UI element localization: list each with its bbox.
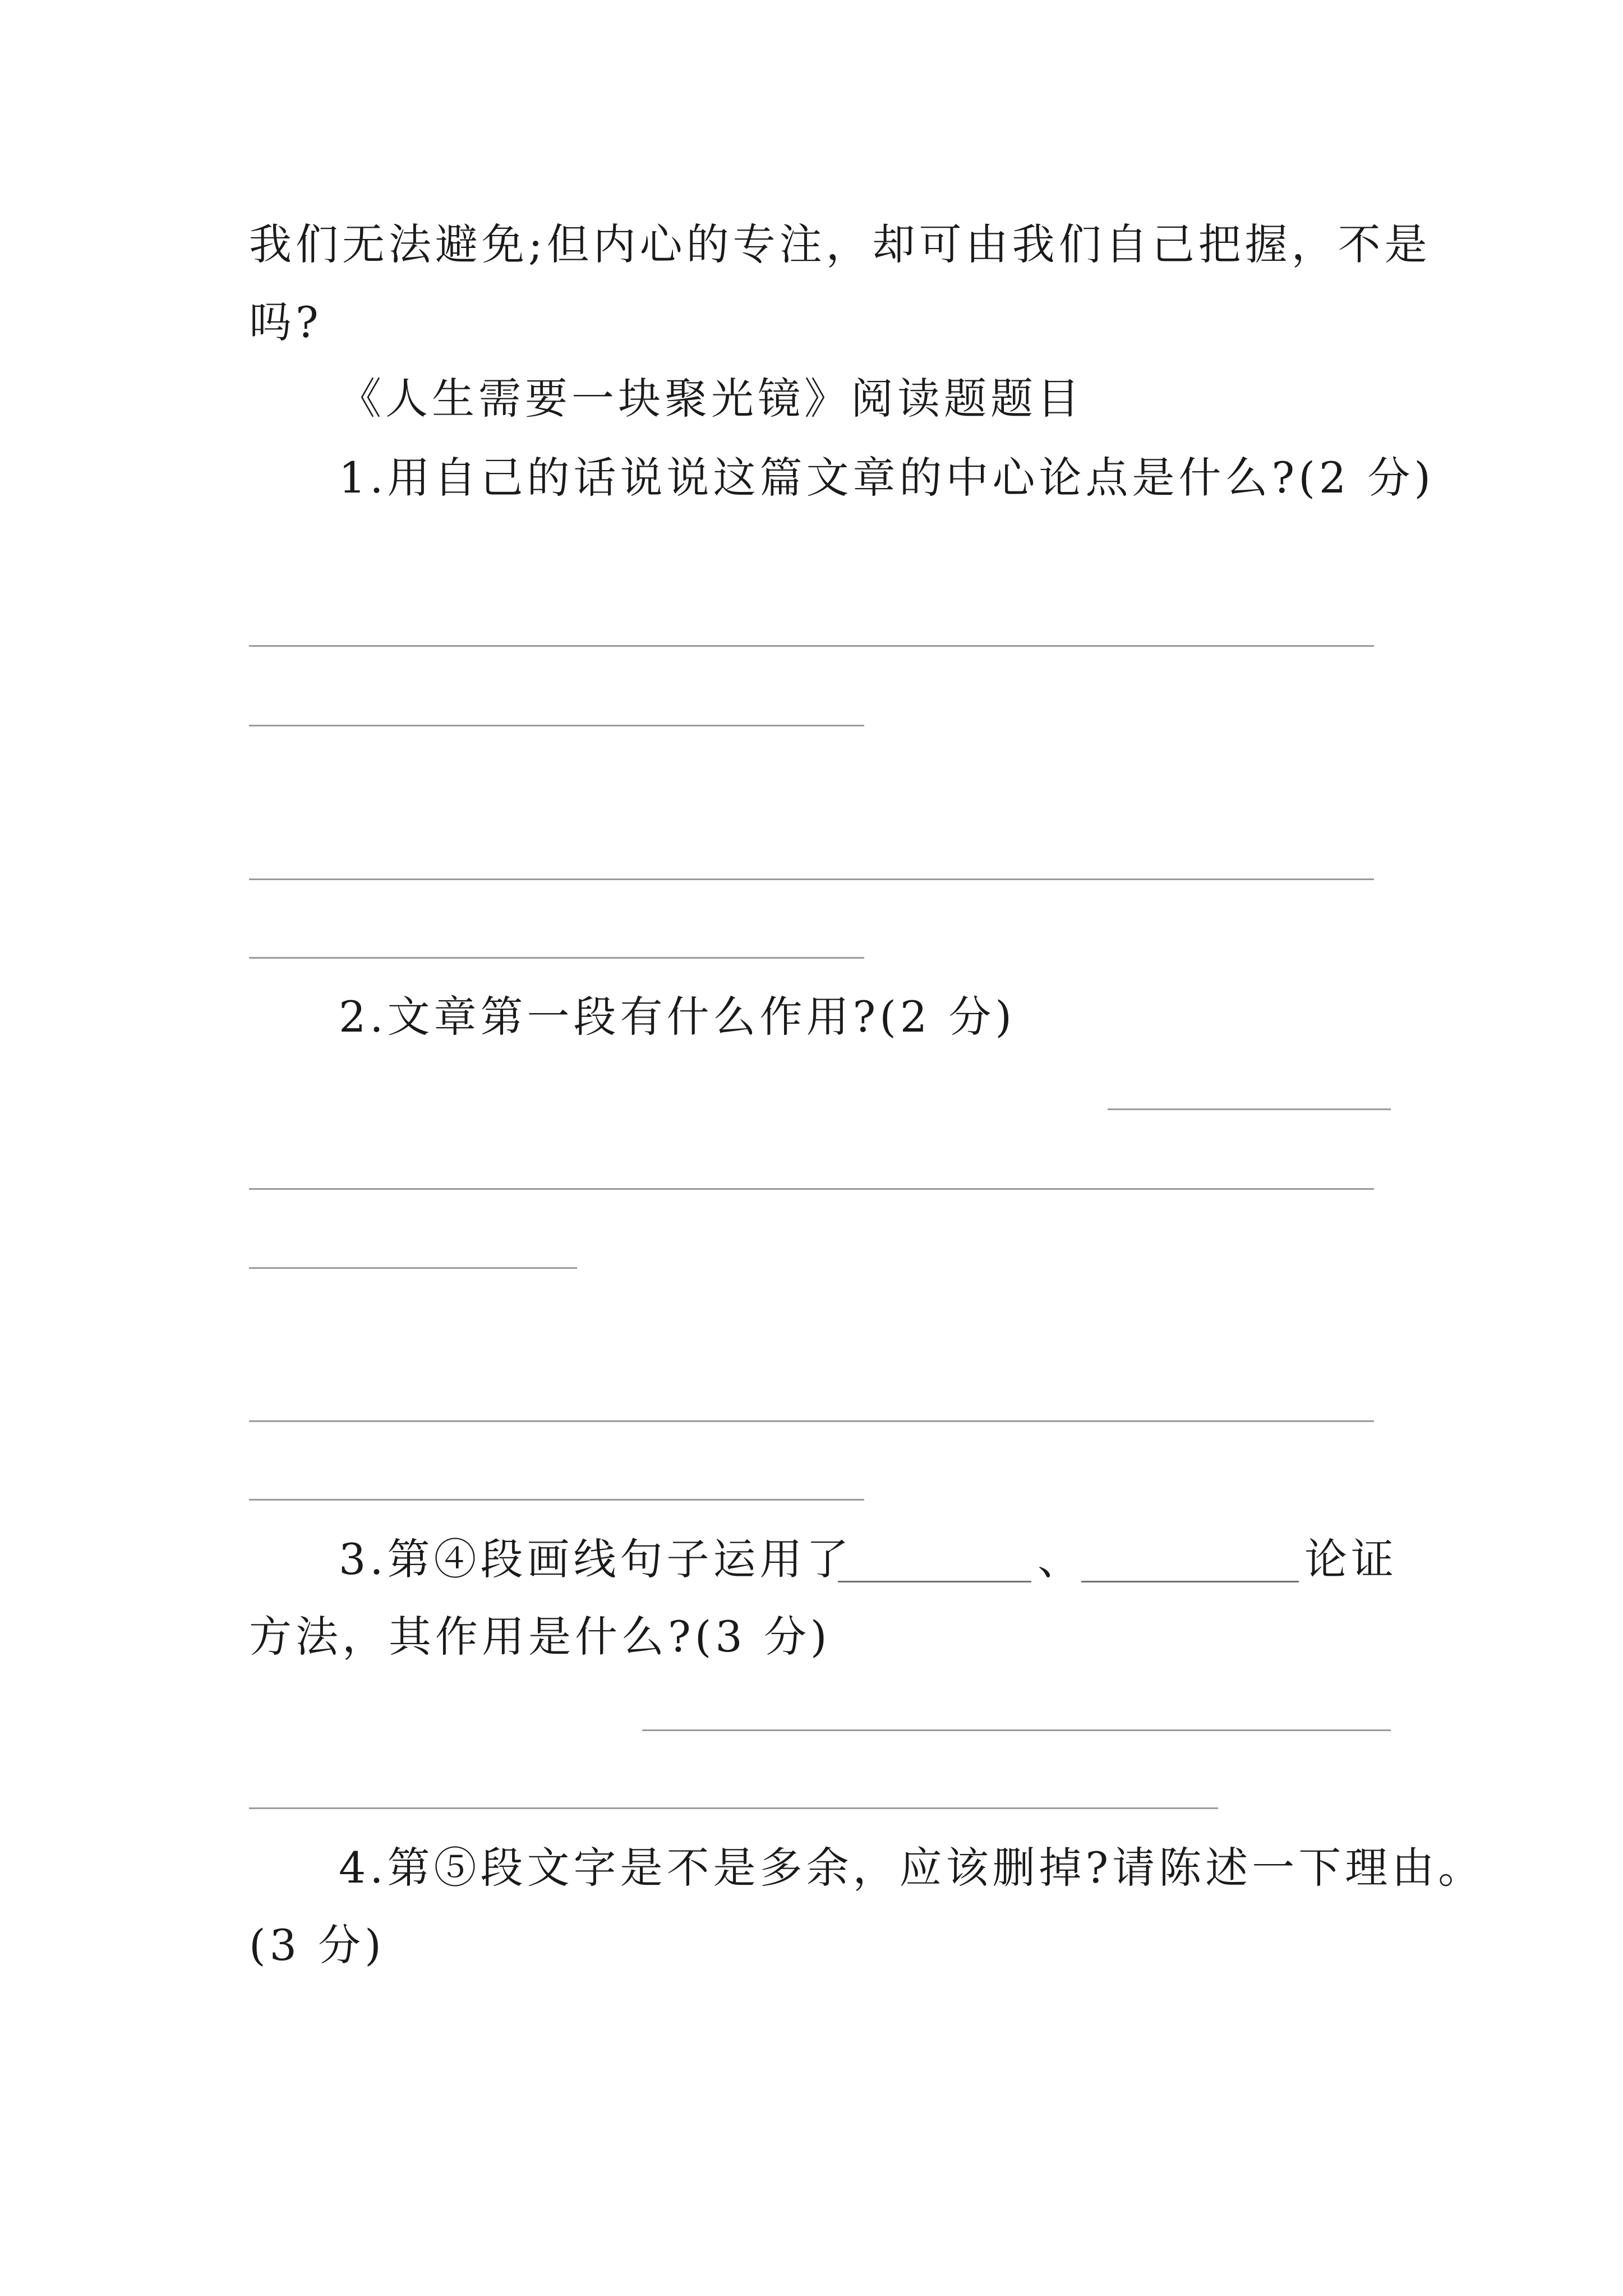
answer-line bbox=[249, 1188, 1374, 1190]
answer-line bbox=[249, 1807, 1218, 1809]
question-4-line1: 4.第⑤段文字是不是多余，应该删掉?请陈述一下理由。 bbox=[339, 1843, 1485, 1893]
answer-line bbox=[249, 878, 1374, 880]
answer-line bbox=[249, 1499, 864, 1501]
paragraph-line: 吗? bbox=[249, 297, 322, 347]
question-3-line2: 方法，其作用是什么?(3 分) bbox=[249, 1612, 831, 1662]
fill-in-blank bbox=[838, 1581, 1031, 1582]
section-title: 《人生需要一块聚光镜》阅读题题目 bbox=[339, 374, 1083, 424]
answer-line bbox=[249, 725, 864, 726]
question-3-part2: 论证 bbox=[1304, 1534, 1398, 1584]
paragraph-line: 我们无法避免;但内心的专注，却可由我们自己把握，不是 bbox=[249, 219, 1431, 269]
answer-line bbox=[642, 1729, 1391, 1731]
question-3-part1: 3.第④段画线句子运用了 bbox=[339, 1534, 853, 1584]
question-1: 1.用自己的话说说这篇文章的中心论点是什么?(2 分) bbox=[339, 453, 1435, 503]
answer-line bbox=[249, 1420, 1374, 1422]
answer-line bbox=[249, 957, 864, 959]
question-3-separator: 、 bbox=[1038, 1534, 1084, 1584]
answer-line bbox=[249, 645, 1374, 647]
fill-in-blank bbox=[1081, 1581, 1299, 1582]
question-4-line2: (3 分) bbox=[249, 1920, 385, 1970]
answer-line bbox=[1108, 1108, 1391, 1110]
question-2: 2.文章第一段有什么作用?(2 分) bbox=[339, 992, 1016, 1042]
answer-line bbox=[249, 1267, 577, 1269]
